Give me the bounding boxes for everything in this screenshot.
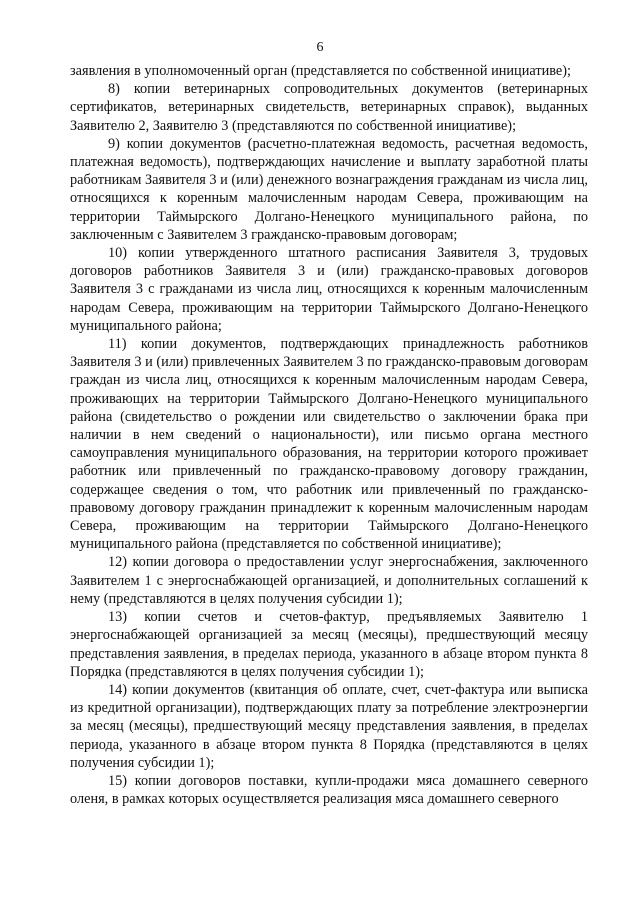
paragraph-item-13: 13) копии счетов и счетов-фактур, предъявляемых Заявителю 1 энергоснабжающей организацией за месяц (месяцы), предшествующий месяцу представления заявления, в пределах периода, указанного в абзаце втором пункта 8 Порядка (представляются в целях получения субсидии 1); [70,609,588,680]
document-body [70,62,588,808]
paragraph-item-15: 15) копии договоров поставки, купли-продажи мяса домашнего северного оленя, в рамках которых осуществляется реализация мяса домашнего северного [70,772,588,808]
paragraph-continuation: заявления в уполномоченный орган (представляется по собственной инициативе); [70,63,571,79]
page-number: 6 [316,40,324,55]
paragraph-item-10: 10) копии утвержденного штатного расписания Заявителя 3, трудовых договоров работников Заявителя 3 и (или) гражданско-правовых договоров Заявителя 3 с гражданами из числа лиц, относящихся к коренным малочисленным народам Севера, проживающим на территории Таймырского Долгано-Ненецкого муниципального района; [70,245,588,334]
paragraph-item-12: 12) копии договора о предоставлении услуг энергоснабжения, заключенного Заявителем 1 с энергоснабжающей организацией, и дополнительных соглашений к нему (представляются в целях получения субсидии 1); [70,554,588,607]
paragraph-item-11: 11) копии документов, подтверждающих принадлежность работников Заявителя 3 и (или) привлеченных Заявителем 3 по гражданско-правовым договорам граждан из числа лиц, относящихся к коренным малочисленным народам Севера, проживающих на территории Таймырского Долгано-Ненецкого муниципального района (свидетельство о рождении или свидетельство о заключении брака при наличии в нем сведений о национальности), или письмо органа местного самоуправления муниципального образования, на территории которого проживает работник или привлеченный по гражданско-правовому договору гражданин, содержащее сведения о том, что работник или привлеченный по гражданско-правовому договору гражданин принадлежит к коренным малочисленным народам Севера, проживающим на территории Таймырского Долгано-Ненецкого муниципального района (представляется по собственной инициативе); [70,336,588,553]
paragraph-item-9: 9) копии документов (расчетно-платежная ведомость, расчетная ведомость, платежная ведомость), подтверждающих начисление и выплату заработной платы работникам Заявителя 3 и (или) денежного вознаграждения гражданам из числа лиц, относящихся к коренным малочисленным народам Севера, проживающим на территории Таймырского Долгано-Ненецкого муниципального района, по заключенным с Заявителем 3 гражданско-правовым договорам; [70,135,588,243]
paragraph-item-8: 8) копии ветеринарных сопроводительных документов (ветеринарных сертификатов, ветеринарных свидетельств, ветеринарных справок), выданных Заявителю 2, Заявителю 3 (представляются по собственной инициативе); [70,81,588,134]
paragraph-item-14: 14) копии документов (квитанция об оплате, счет, счет-фактура или выписка из кредитной организации), подтверждающих плату за потребление электроэнергии за месяц (месяцы), предшествующий месяцу представления заявления, в пределах периода, указанного в абзаце втором пункта 8 Порядка (представляются в целях получения субсидии 1); [70,681,588,771]
